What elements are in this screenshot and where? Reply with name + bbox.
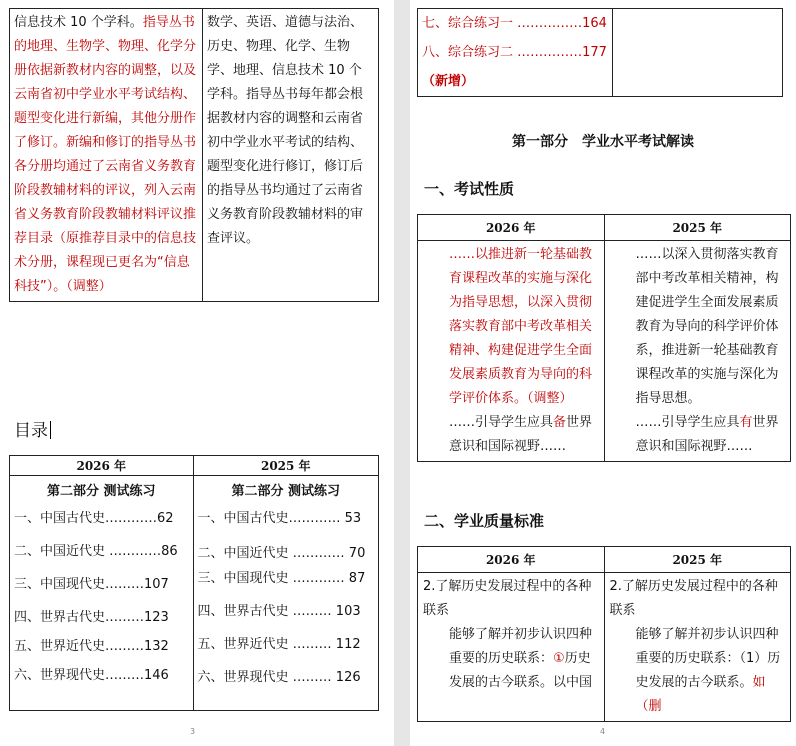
paragraph [610, 623, 786, 719]
text-unchanged: 能够了解并初步认识四种重要的历史联系：（1）历史发展的古今联系。 [635, 627, 781, 690]
page-gutter [394, 0, 410, 746]
table-cell-2025: 数学、英语、道德与法治、历史、物理、化学、生物学、地理、信息技术 10 个学科。指导丛书每年都会根据教材内容的调整和云南省初中学业水平考试的结构、题型变化进行修订，修订后的指导丛书均通过了云南省义务教育阶段教辅材料的审查评议。 [203, 9, 379, 302]
text-changed: ① [553, 651, 565, 666]
text-unchanged: ……引导学生应具 [635, 415, 740, 430]
text-unchanged: 信息技术 10 个学科。 [14, 15, 143, 30]
section-heading: 二、学业质量标准 [424, 512, 545, 530]
toc-item: 一、中国古代史…………62 [14, 511, 174, 526]
page-number: 4 [600, 727, 606, 736]
comparison-table-exam-nature [417, 214, 791, 462]
part-title: 第一部分 学业水平考试解读 [512, 134, 694, 150]
toc-item: 六、世界现代史 ……… 126 [197, 670, 361, 685]
toc-note: （新增） [422, 74, 475, 89]
toc-item: 四、世界古代史 ……… 103 [197, 604, 361, 619]
item-title: 2.了解历史发展过程中的各种联系 [609, 579, 778, 618]
toc-item: 一、中国古代史………… 53 [197, 511, 362, 526]
toc-item: 三、中国现代史 ………… 87 [197, 571, 366, 586]
paragraph [610, 411, 786, 459]
document-page-left [0, 0, 394, 746]
toc-subheading: 第二部分 测试练习 [47, 484, 156, 499]
text-changed: 有 [739, 415, 753, 430]
toc-item: 四、世界古代史………123 [14, 610, 169, 625]
toc-cell-empty [613, 9, 783, 97]
section-heading: 一、考试性质 [424, 180, 515, 198]
text-changed: 备 [553, 415, 567, 430]
column-header-2025: 2025 年 [604, 215, 791, 241]
toc-subheading: 第二部分 测试练习 [231, 484, 341, 499]
text-unchanged: 历史发展的古今联系。以中国 [449, 651, 593, 690]
table-cell-2025 [604, 573, 791, 722]
paragraph [423, 411, 599, 459]
table-cell-2026 [418, 573, 605, 722]
toc-item: 三、中国现代史………107 [14, 577, 169, 592]
paragraph-changed: ……以推进新一轮基础教育课程改革的实施与深化为指导思想，以深入贯彻落实教育部中考改革相关精神、构建促进学生全面发展素质教育为导向的科学评价体系。（调整） [449, 247, 593, 406]
comparison-table-quality-standards [417, 546, 791, 722]
toc-item: 八、综合练习二 ……………177 [422, 45, 607, 60]
text-changed: 如（删 [635, 675, 766, 714]
toc-heading[interactable] [14, 416, 51, 441]
paragraph [423, 623, 599, 695]
column-header-2025: 2025 年 [193, 456, 378, 476]
text-cursor [50, 421, 51, 439]
toc-item: 二、中国近代史 ………… 70 [197, 546, 366, 561]
text-unchanged: ……引导学生应具 [449, 415, 554, 430]
column-header-2026: 2026 年 [418, 215, 605, 241]
item-title: 2.了解历史发展过程中的各种联系 [423, 579, 592, 618]
page-number: 3 [190, 727, 196, 736]
text-unchanged: 世界意识和国际视野…… [449, 415, 593, 454]
paragraph: ……以深入贯彻落实教育部中考改革相关精神，构建促进学生全面发展素质教育为导向的科学评价体系，推进新一轮基础教育课程改革的实施与深化为指导思想。 [635, 247, 779, 406]
toc-item: 五、世界近代史………132 [14, 639, 169, 654]
text-unchanged: 世界意识和国际视野…… [635, 415, 779, 454]
column-header-2026: 2026 年 [418, 547, 605, 573]
table-cell-2026 [418, 241, 605, 462]
toc-table-continued [417, 8, 783, 97]
document-page-right [410, 0, 796, 746]
text-changed: 指导丛书的地理、生物学、物理、化学分册依据新教材内容的调整，以及云南省初中学业水平考试结构、题型变化进行新编，其他分册作了修订。新编和修订的指导丛书各分册均通过了云南省义务教育阶段教辅材料的评议，列入云南省义务教育阶段教辅材料评议推荐目录（原推荐目录中的信息技术分册，课程现已更名为“信息科技”）。（调整） [14, 15, 197, 294]
toc-item: 五、世界近代史 ……… 112 [197, 637, 361, 652]
toc-item: 六、世界现代史………146 [14, 668, 169, 683]
column-header-2026: 2026 年 [10, 456, 194, 476]
text-unchanged: 能够了解并初步认识四种重要的历史联系： [449, 627, 593, 666]
column-header-2025: 2025 年 [604, 547, 791, 573]
table-cell-2026 [10, 9, 203, 302]
toc-heading-text: 目录 [14, 421, 48, 441]
toc-table [9, 455, 379, 711]
toc-cell-new [418, 9, 613, 97]
table-cell-2025 [604, 241, 791, 462]
toc-cell-2026 [10, 476, 194, 711]
toc-item: 二、中国近代史 …………86 [14, 544, 178, 559]
toc-cell-2025 [193, 476, 378, 711]
toc-item: 七、综合练习一 ……………164 [422, 16, 607, 31]
comparison-table-top [9, 8, 379, 302]
